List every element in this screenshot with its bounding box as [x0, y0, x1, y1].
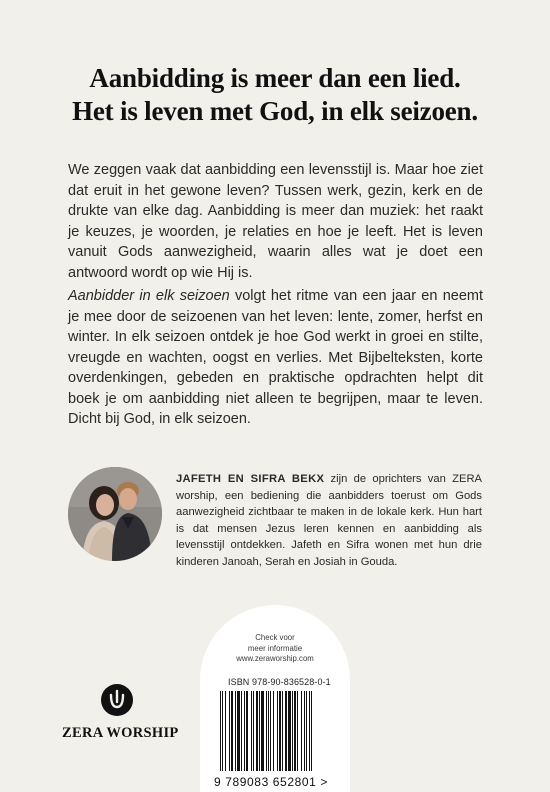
- headline: [40, 62, 510, 128]
- headline-line-1: Aanbidding is meer dan een lied.: [89, 63, 461, 93]
- barcode-bar: [268, 691, 269, 771]
- barcode-bar: [301, 691, 302, 771]
- barcode-bar: [251, 691, 252, 771]
- barcode-bar: [279, 691, 281, 771]
- headline-line-2: Het is leven met God, in elk seizoen.: [72, 96, 478, 126]
- barcode-bar: [222, 691, 223, 771]
- barcode-bar: [220, 691, 221, 771]
- check-line-2: meer informatie: [247, 643, 303, 653]
- barcode-bar: [277, 691, 278, 771]
- barcode-bar: [282, 691, 283, 771]
- barcode-bar: [266, 691, 267, 771]
- barcode-bar: [297, 691, 298, 771]
- barcode-bar: [285, 691, 287, 771]
- barcode-bar: [273, 691, 274, 771]
- zera-logo-icon: [100, 683, 134, 717]
- author-bio: [176, 471, 482, 571]
- author-names: JAFETH EN SIFRA BEKX: [176, 473, 325, 485]
- intro-paragraph: We zeggen vaak dat aanbidding een levensstijl is. Maar hoe ziet dat eruit in het gewone leven? Tussen werk, gezin, kerk en de drukte van elke dag. Aanbidding is meer dan muziek: het raakt je keuzes, je woorden, je relaties en hoe je leeft. Het is leven vanuit Gods aanwezigheid, waarin alles wat je doet een antwoord wordt op wie Hij is.: [68, 162, 483, 281]
- publisher-name: ZERA WORSHIP: [62, 725, 179, 741]
- barcode-bar: [235, 691, 236, 771]
- check-line-1: Check voor: [255, 633, 295, 642]
- isbn-number: ISBN 978-90-836528-0-1: [228, 677, 331, 687]
- publisher-logo: [62, 683, 179, 742]
- barcode-digits: 9 789083 652801 >: [214, 775, 328, 789]
- barcode-icon: [220, 691, 330, 777]
- barcode-bar: [244, 691, 245, 771]
- barcode-bar: [311, 691, 312, 771]
- body-text: volgt het ritme van een jaar en neemt je mee door de seizoenen van het leven: lente, zomer, herfst en winter. In elk seizoen ontdek je hoe God werkt in groei en stilte, vreugde en wachten, oogst en verlies. Met Bijbelteksten, korte overdenkingen, gebeden en praktische opdrachten helpt dit boek je om aanbidding niet alleen te begrijpen, maar te leven. Dicht bij God, in elk seizoen.: [68, 288, 483, 427]
- barcode-bar: [270, 691, 271, 771]
- barcode-bar: [253, 691, 254, 771]
- check-website: www.zeraworship.com: [236, 654, 314, 663]
- barcode-bar: [294, 691, 296, 771]
- author-couple-photo-icon: [68, 467, 162, 561]
- barcode-panel: [200, 605, 350, 792]
- barcode-bar: [306, 691, 307, 771]
- book-title-italic: Aanbidder in elk seizoen: [68, 288, 230, 304]
- barcode-bar: [231, 691, 233, 771]
- body-paragraph: [68, 286, 483, 430]
- author-bio-text: zijn de oprichters van ZERA worship, een bediening die aanbidders toerust om Gods aanwezigheid zichtbaar te maken in de lokale kerk. Hun hart is dat mensen Jezus leren kennen en aanbidding als levensstijl ontdekken. Jafeth en Sifra wonen met hun drie kinderen Janoah, Serah en Josiah in Gouda.: [176, 473, 482, 568]
- barcode-bar: [237, 691, 240, 771]
- barcode-bar: [241, 691, 242, 771]
- barcode-bar: [259, 691, 260, 771]
- barcode-bar: [256, 691, 258, 771]
- barcode-bar: [288, 691, 291, 771]
- barcode-bar: [292, 691, 293, 771]
- barcode-bar: [229, 691, 230, 771]
- author-photo: [68, 467, 162, 561]
- barcode-bar: [246, 691, 248, 771]
- check-info: [200, 633, 350, 665]
- barcode-bar: [225, 691, 226, 771]
- barcode-bar: [309, 691, 310, 771]
- barcode-bar: [304, 691, 305, 771]
- barcode-bar: [261, 691, 264, 771]
